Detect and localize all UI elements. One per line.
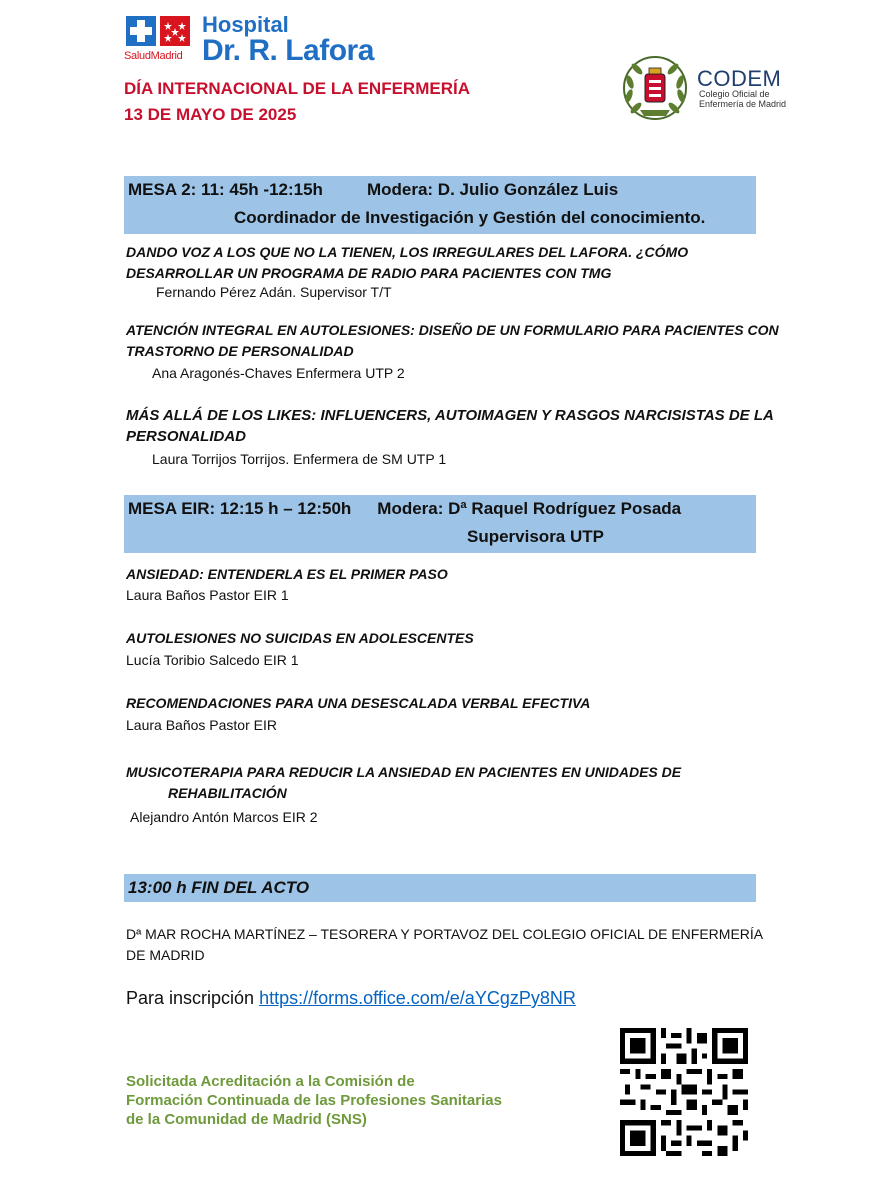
eir-talk4-speaker: Alejandro Antón Marcos EIR 2 — [130, 809, 318, 825]
eir-talk3-speaker: Laura Baños Pastor EIR — [126, 717, 277, 733]
fin-del-acto-label: 13:00 h FIN DEL ACTO — [128, 878, 310, 897]
event-title: DÍA INTERNACIONAL DE LA ENFERMERÍA — [124, 79, 470, 98]
mesa2-talk1-title: DANDO VOZ A LOS QUE NO LA TIENEN, LOS IRREGULARES DEL LAFORA. ¿CÓMO DESARROLLAR UN PROGRAMA DE RADIO PARA PACIENTES CON TMG — [126, 244, 689, 281]
mesa2-label: MESA 2: 11: 45h -12:15h — [128, 180, 323, 199]
mesa2-talk2-title: ATENCIÓN INTEGRAL EN AUTOLESIONES: DISEÑO DE UN FORMULARIO PARA PACIENTES CON TRASTORNO DE PERSONALIDAD — [126, 322, 779, 359]
registration-link[interactable]: https://forms.office.com/e/aYCgzPy8NR — [259, 988, 576, 1008]
codem-seal-icon — [620, 54, 690, 122]
codem-subtitle-line2: Enfermería de Madrid — [699, 99, 787, 109]
mesa2-talk2-speaker: Ana Aragonés-Chaves Enfermera UTP 2 — [152, 365, 405, 381]
hospital-name-line1: Hospital — [202, 12, 289, 37]
salud-madrid-label: SaludMadrid — [124, 50, 183, 62]
mesa-eir-header-bar — [124, 495, 756, 553]
mesa-eir-moderator-role: Supervisora UTP — [467, 527, 604, 546]
eir-talk1-title: ANSIEDAD: ENTENDERLA ES EL PRIMER PASO — [126, 566, 448, 582]
codem-subtitle-line1: Colegio Oficial de — [699, 89, 770, 99]
accreditation-note: Solicitada Acreditación a la Comisión de Formación Continuada de las Profesiones Sanitarias de la Comunidad de Madrid (SNS) — [126, 1073, 502, 1128]
hospital-name-line2: Dr. R. Lafora — [202, 34, 374, 67]
registration-label: Para inscripción — [126, 988, 260, 1008]
qr-code-icon[interactable] — [620, 1028, 748, 1156]
eir-talk3-title: RECOMENDACIONES PARA UNA DESESCALADA VERBAL EFECTIVA — [126, 695, 591, 711]
mesa2-moderator-role: Coordinador de Investigación y Gestión del conocimiento. — [234, 208, 706, 227]
mesa2-talk3-speaker: Laura Torrijos Torrijos. Enfermera de SM UTP 1 — [152, 451, 447, 467]
mesa2-header-bar — [124, 176, 756, 234]
registration-line — [126, 988, 576, 1009]
mesa2-moderator: Modera: D. Julio González Luis — [366, 180, 619, 199]
mesa-eir-moderator: Modera: Dª Raquel Rodríguez Posada — [377, 499, 682, 518]
event-date: 13 DE MAYO DE 2025 — [124, 105, 297, 124]
eir-talk2-title: AUTOLESIONES NO SUICIDAS EN ADOLESCENTES — [126, 630, 474, 646]
mesa-eir-label: MESA EIR: 12:15 h – 12:50h — [128, 499, 352, 518]
closing-speaker: Dª MAR ROCHA MARTÍNEZ – TESORERA Y PORTAVOZ DEL COLEGIO OFICIAL DE ENFERMERÍA DE MADRID — [126, 926, 764, 963]
codem-name: CODEM — [697, 66, 782, 91]
eir-talk1-speaker: Laura Baños Pastor EIR 1 — [126, 587, 289, 603]
fin-del-acto-bar — [124, 874, 756, 902]
mesa2-talk3-title: MÁS ALLÁ DE LOS LIKES: INFLUENCERS, AUTOIMAGEN Y RASGOS NARCISISTAS DE LA PERSONALIDAD — [126, 407, 774, 445]
mesa2-talk1-speaker: Fernando Pérez Adán. Supervisor T/T — [156, 284, 392, 300]
eir-talk4-title: MUSICOTERAPIA PARA REDUCIR LA ANSIEDAD EN PACIENTES EN UNIDADES DE REHABILITACIÓN — [126, 764, 682, 801]
eir-talk2-speaker: Lucía Toribio Salcedo EIR 1 — [126, 652, 299, 668]
